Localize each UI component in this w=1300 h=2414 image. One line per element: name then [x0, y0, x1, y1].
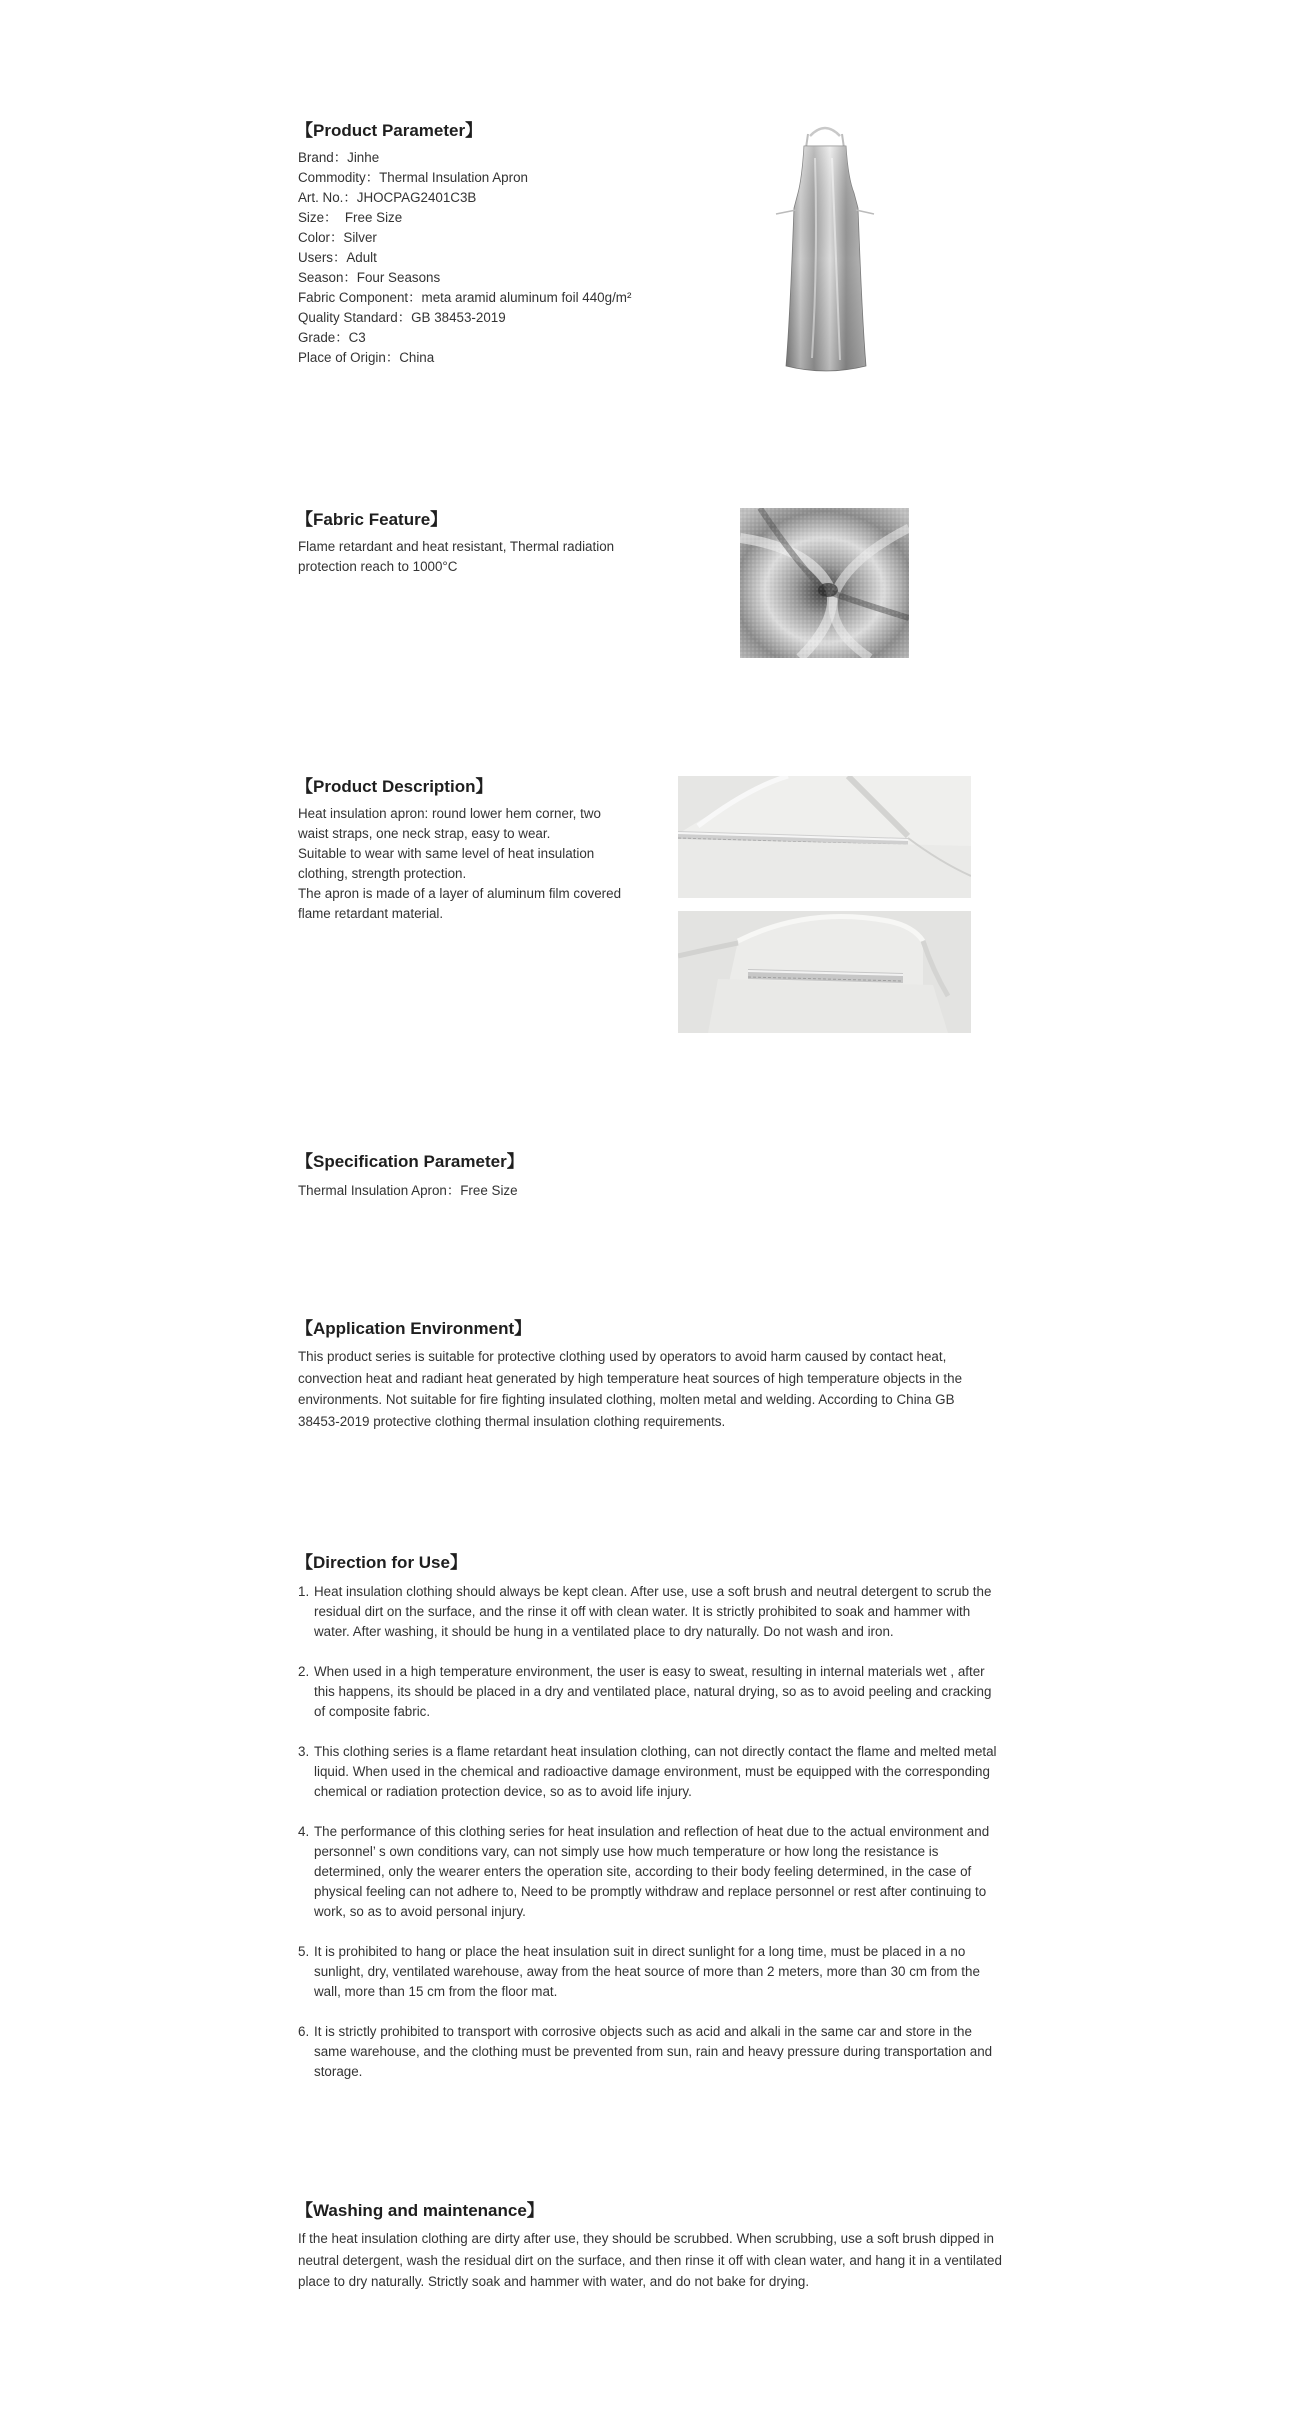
param-place-of-origin: Place of Origin：China: [298, 350, 435, 365]
product-description-line: The apron is made of a layer of aluminum film covered: [298, 886, 622, 901]
param-fabric-component: Fabric Component：meta aramid aluminum foil 440g/m²: [298, 290, 632, 305]
specification-parameter-text: [298, 1181, 518, 1201]
direction-item-text: This clothing series is a flame retardant heat insulation clothing, can not directly contact the flame and melted metal liquid. When used in the chemical and radioactive damage environment, must be equipped with the corresponding chemical or radiation protection device, so as to avoid life injury.: [314, 1744, 997, 1799]
product-parameter-title: 【Product Parameter】: [296, 121, 483, 140]
fabric-feature-line: protection reach to 1000°C: [298, 559, 458, 574]
direction-item: [298, 1662, 1003, 1722]
param-quality-standard: Quality Standard：GB 38453-2019: [298, 310, 506, 325]
direction-item-number: 3.: [298, 1744, 310, 1759]
direction-for-use-list: [298, 1582, 1003, 2102]
direction-item-number: 1.: [298, 1584, 310, 1599]
application-environment-title: 【Application Environment】: [296, 1319, 532, 1338]
direction-item-text: It is prohibited to hang or place the heat insulation suit in direct sunlight for a long time, must be placed in a no sunlight, dry, ventilated warehouse, away from the heat source of more than 2 meters, more than 30 cm from the wall, more than 15 cm from the floor mat.: [314, 1944, 980, 1999]
product-parameter-list: [298, 148, 631, 368]
param-grade: Grade：C3: [298, 330, 366, 345]
direction-item: [298, 2022, 1003, 2082]
direction-item-text: It is strictly prohibited to transport with corrosive objects such as acid and alkali in the same car and store in the same warehouse, and the clothing must be prevented from sun, rain and heavy pressure during transportation and storage.: [314, 2024, 993, 2079]
direction-item: [298, 1822, 1003, 1922]
fabric-feature-text: [298, 537, 614, 577]
product-description-line: flame retardant material.: [298, 906, 444, 921]
direction-item-number: 6.: [298, 2024, 310, 2039]
apron-product-image: [770, 118, 880, 380]
direction-item: [298, 1942, 1003, 2002]
direction-item-number: 2.: [298, 1664, 310, 1679]
param-color: Color：Silver: [298, 230, 377, 245]
product-description-line: waist straps, one neck strap, easy to wear.: [298, 826, 551, 841]
direction-item: [298, 1742, 1003, 1802]
param-users: Users：Adult: [298, 250, 377, 265]
param-season: Season：Four Seasons: [298, 270, 441, 285]
param-commodity: Commodity：Thermal Insulation Apron: [298, 170, 528, 185]
product-description-title: 【Product Description】: [296, 777, 493, 796]
param-art-no: Art. No.：JHOCPAG2401C3B: [298, 190, 477, 205]
direction-item-number: 5.: [298, 1944, 310, 1959]
direction-item-text: Heat insulation clothing should always be kept clean. After use, use a soft brush and neutral detergent to scrub the residual dirt on the surface, and the rinse it off with clean water. It is strictly prohibited to soak and hammer with water. After washing, it should be hung in a ventilated place to dry naturally. Do not wash and iron.: [314, 1584, 992, 1639]
direction-item-number: 4.: [298, 1824, 310, 1839]
product-description-text: [298, 804, 621, 924]
apron-detail-image-bottom: [678, 911, 971, 1033]
fabric-feature-line: Flame retardant and heat resistant, Thermal radiation: [298, 539, 615, 554]
washing-maintenance-title: 【Washing and maintenance】: [296, 2201, 544, 2220]
direction-item: [298, 1582, 1003, 1642]
direction-item-text: When used in a high temperature environment, the user is easy to sweat, resulting in internal materials wet , after this happens, its should be placed in a dry and ventilated place, natural drying, so as to avoid peeling and cracking of composite fabric.: [314, 1664, 992, 1719]
specification-line: Thermal Insulation Apron：Free Size: [298, 1183, 518, 1198]
product-description-line: clothing, strength protection.: [298, 866, 467, 881]
direction-item-text: The performance of this clothing series for heat insulation and reflection of heat due to the actual environment and personnel’ s own conditions vary, can not simply use how much temperature or how long the resistance is determined, only the wearer enters the operation site, according to their body feeling determined, in the case of physical feeling can not adhere to, Need to be promptly withdraw and replace personnel or rest after continuing to work, so as to avoid personal injury.: [314, 1824, 990, 1919]
param-size: Size： Free Size: [298, 210, 403, 225]
apron-detail-image-top: [678, 776, 971, 898]
application-environment-text: This product series is suitable for protective clothing used by operators to avoid harm caused by contact heat, convection heat and radiant heat generated by high temperature heat sources of high temperature objects in the environments. Not suitable for fire fighting insulated clothing, molten metal and welding. According to China GB 38453-2019 protective clothing thermal insulation clothing requirements.: [298, 1349, 963, 1429]
specification-parameter-title: 【Specification Parameter】: [296, 1152, 524, 1171]
product-description-line: Suitable to wear with same level of heat insulation: [298, 846, 595, 861]
fabric-closeup-image: [740, 508, 909, 658]
washing-maintenance-text: If the heat insulation clothing are dirty after use, they should be scrubbed. When scrubbing, use a soft brush dipped in neutral detergent, wash the residual dirt on the surface, and then rinse it off with clean water, and hang it in a ventilated place to dry naturally. Strictly soak and hammer with water, and do not bake for drying.: [298, 2231, 1002, 2289]
direction-for-use-title: 【Direction for Use】: [296, 1553, 467, 1572]
product-description-line: Heat insulation apron: round lower hem corner, two: [298, 806, 601, 821]
fabric-feature-title: 【Fabric Feature】: [296, 510, 448, 529]
param-brand: Brand：Jinhe: [298, 150, 380, 165]
